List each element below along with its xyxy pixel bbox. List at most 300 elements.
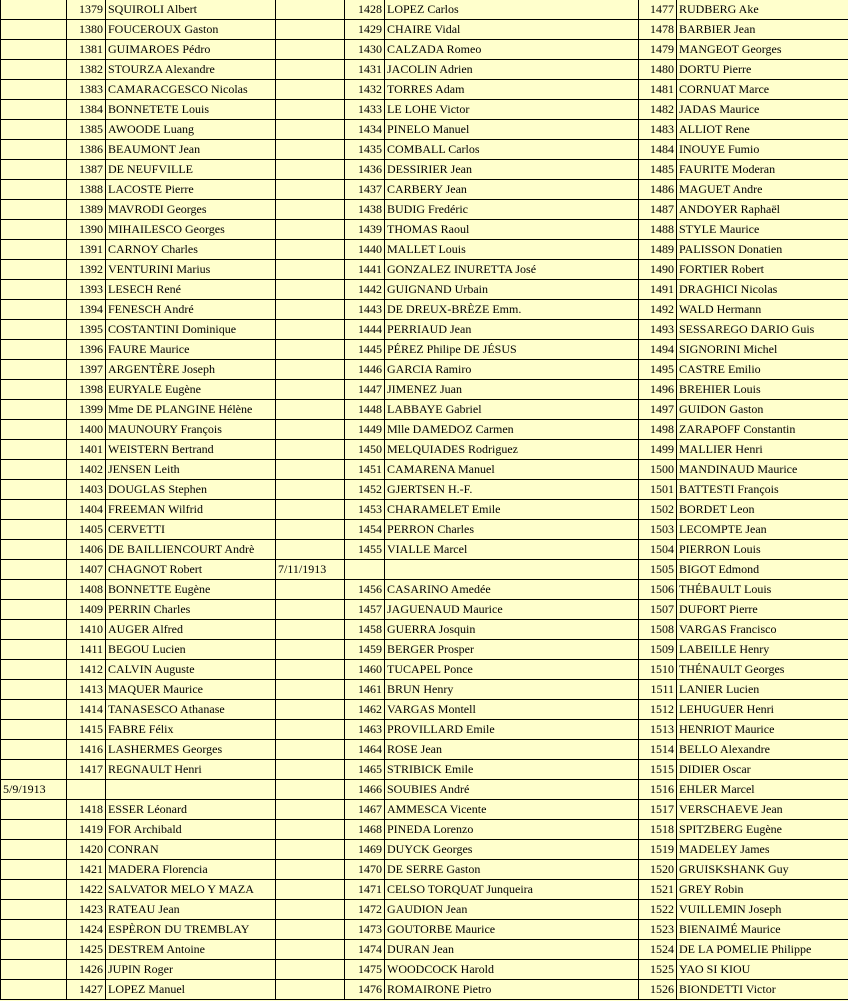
name-cell: ALLIOT Rene xyxy=(677,120,848,140)
number-cell: 1467 xyxy=(345,800,385,820)
name-cell: RATEAU Jean xyxy=(106,900,276,920)
table-row xyxy=(1,100,848,120)
date-cell xyxy=(1,900,67,920)
name-cell: BONNETTE Eugène xyxy=(106,580,276,600)
number-cell: 1482 xyxy=(639,100,677,120)
date-cell xyxy=(276,60,345,80)
date-cell xyxy=(1,220,67,240)
number-cell: 1454 xyxy=(345,520,385,540)
date-cell xyxy=(1,340,67,360)
date-cell xyxy=(276,240,345,260)
table-row xyxy=(1,380,848,400)
name-cell: GREY Robin xyxy=(677,880,848,900)
date-cell xyxy=(276,440,345,460)
name-cell: CAMARENA Manuel xyxy=(385,460,639,480)
name-cell: CARBERY Jean xyxy=(385,180,639,200)
table-row xyxy=(1,960,848,980)
number-cell: 1386 xyxy=(67,140,106,160)
table-row xyxy=(1,400,848,420)
date-cell xyxy=(1,880,67,900)
number-cell: 1439 xyxy=(345,220,385,240)
date-cell xyxy=(276,500,345,520)
name-cell: FOR Archibald xyxy=(106,820,276,840)
number-cell: 1452 xyxy=(345,480,385,500)
name-cell: JIMENEZ Juan xyxy=(385,380,639,400)
date-cell xyxy=(1,420,67,440)
name-cell: LASHERMES Georges xyxy=(106,740,276,760)
date-cell xyxy=(276,340,345,360)
name-cell: PALISSON Donatien xyxy=(677,240,848,260)
name-cell: MAVRODI Georges xyxy=(106,200,276,220)
number-cell: 1404 xyxy=(67,500,106,520)
name-cell: PÉREZ Philipe DE JÉSUS xyxy=(385,340,639,360)
number-cell: 1420 xyxy=(67,840,106,860)
number-cell: 1518 xyxy=(639,820,677,840)
name-cell: GJERTSEN H.-F. xyxy=(385,480,639,500)
date-cell xyxy=(276,80,345,100)
date-cell xyxy=(1,760,67,780)
name-cell: FENESCH André xyxy=(106,300,276,320)
number-cell: 1395 xyxy=(67,320,106,340)
date-cell xyxy=(1,800,67,820)
name-cell: MANGEOT Georges xyxy=(677,40,848,60)
number-cell: 1468 xyxy=(345,820,385,840)
date-cell xyxy=(276,280,345,300)
date-cell xyxy=(276,700,345,720)
date-cell xyxy=(276,600,345,620)
name-cell: PINELO Manuel xyxy=(385,120,639,140)
name-cell: CALVIN Auguste xyxy=(106,660,276,680)
date-cell xyxy=(276,680,345,700)
number-cell: 1384 xyxy=(67,100,106,120)
name-cell: MADERA Florencia xyxy=(106,860,276,880)
name-cell: MAQUER Maurice xyxy=(106,680,276,700)
number-cell: 1444 xyxy=(345,320,385,340)
number-cell: 1435 xyxy=(345,140,385,160)
number-cell: 1512 xyxy=(639,700,677,720)
name-cell: DUYCK Georges xyxy=(385,840,639,860)
name-cell: WOODCOCK Harold xyxy=(385,960,639,980)
date-cell xyxy=(276,540,345,560)
number-cell: 1520 xyxy=(639,860,677,880)
date-cell xyxy=(276,760,345,780)
date-cell xyxy=(276,960,345,980)
name-cell: ROMAIRONE Pietro xyxy=(385,980,639,1000)
date-cell xyxy=(1,40,67,60)
name-cell: DE BAILLIENCOURT Andrè xyxy=(106,540,276,560)
date-cell xyxy=(1,100,67,120)
number-cell: 1443 xyxy=(345,300,385,320)
table-row xyxy=(1,580,848,600)
name-cell: REGNAULT Henri xyxy=(106,760,276,780)
number-cell: 1491 xyxy=(639,280,677,300)
number-cell: 1388 xyxy=(67,180,106,200)
name-cell: CHARAMELET Emile xyxy=(385,500,639,520)
number-cell: 1438 xyxy=(345,200,385,220)
name-cell: PINEDA Lorenzo xyxy=(385,820,639,840)
number-cell: 1423 xyxy=(67,900,106,920)
table-row xyxy=(1,360,848,380)
number-cell: 1393 xyxy=(67,280,106,300)
name-cell: DUFORT Pierre xyxy=(677,600,848,620)
name-cell xyxy=(106,780,276,800)
name-cell: BERGER Prosper xyxy=(385,640,639,660)
number-cell: 1513 xyxy=(639,720,677,740)
number-cell: 1472 xyxy=(345,900,385,920)
date-cell xyxy=(1,640,67,660)
number-cell: 1479 xyxy=(639,40,677,60)
table-row xyxy=(1,340,848,360)
number-cell: 1411 xyxy=(67,640,106,660)
date-cell xyxy=(276,0,345,20)
number-cell: 1471 xyxy=(345,880,385,900)
name-cell: CHAIRE Vidal xyxy=(385,20,639,40)
name-cell: VARGAS Montell xyxy=(385,700,639,720)
number-cell xyxy=(67,780,106,800)
table-row xyxy=(1,200,848,220)
name-cell: CASARINO Amedée xyxy=(385,580,639,600)
number-cell: 1510 xyxy=(639,660,677,680)
name-cell: GUIMAROES Pédro xyxy=(106,40,276,60)
number-cell: 1504 xyxy=(639,540,677,560)
date-cell xyxy=(276,180,345,200)
number-cell: 1419 xyxy=(67,820,106,840)
table-row xyxy=(1,540,848,560)
name-cell: AUGER Alfred xyxy=(106,620,276,640)
number-cell: 1508 xyxy=(639,620,677,640)
number-cell: 1456 xyxy=(345,580,385,600)
name-cell: LACOSTE Pierre xyxy=(106,180,276,200)
name-cell: SESSAREGO DARIO Guis xyxy=(677,320,848,340)
date-cell xyxy=(276,120,345,140)
name-cell: VIALLE Marcel xyxy=(385,540,639,560)
date-cell xyxy=(276,200,345,220)
name-cell: JAGUENAUD Maurice xyxy=(385,600,639,620)
date-cell xyxy=(276,220,345,240)
date-cell xyxy=(1,460,67,480)
number-cell: 1414 xyxy=(67,700,106,720)
number-cell: 1501 xyxy=(639,480,677,500)
name-cell: HENRIOT Maurice xyxy=(677,720,848,740)
table-row xyxy=(1,260,848,280)
number-cell: 1434 xyxy=(345,120,385,140)
number-cell: 1483 xyxy=(639,120,677,140)
name-cell: LABBAYE Gabriel xyxy=(385,400,639,420)
number-cell: 1412 xyxy=(67,660,106,680)
number-cell: 1409 xyxy=(67,600,106,620)
date-cell xyxy=(276,20,345,40)
name-cell: AMMESCA Vicente xyxy=(385,800,639,820)
name-cell: LABEILLE Henry xyxy=(677,640,848,660)
number-cell: 1440 xyxy=(345,240,385,260)
date-cell xyxy=(276,320,345,340)
name-cell: Mlle DAMEDOZ Carmen xyxy=(385,420,639,440)
name-cell: BONNETETE Louis xyxy=(106,100,276,120)
table-row xyxy=(1,600,848,620)
number-cell: 1427 xyxy=(67,980,106,1000)
date-cell xyxy=(276,720,345,740)
name-cell: CERVETTI xyxy=(106,520,276,540)
name-cell: STOURZA Alexandre xyxy=(106,60,276,80)
number-cell: 1498 xyxy=(639,420,677,440)
date-cell xyxy=(1,160,67,180)
name-cell: DESSIRIER Jean xyxy=(385,160,639,180)
table-row xyxy=(1,920,848,940)
date-cell xyxy=(276,780,345,800)
number-cell: 1382 xyxy=(67,60,106,80)
number-cell: 1381 xyxy=(67,40,106,60)
number-cell: 1524 xyxy=(639,940,677,960)
number-cell: 1458 xyxy=(345,620,385,640)
number-cell: 1424 xyxy=(67,920,106,940)
date-cell xyxy=(1,720,67,740)
date-cell xyxy=(1,20,67,40)
number-cell: 1461 xyxy=(345,680,385,700)
name-cell: DOUGLAS Stephen xyxy=(106,480,276,500)
name-cell: MADELEY James xyxy=(677,840,848,860)
number-cell: 1389 xyxy=(67,200,106,220)
date-cell: 7/11/1913 xyxy=(276,560,345,580)
name-cell: SQUIROLI Albert xyxy=(106,0,276,20)
date-cell xyxy=(1,260,67,280)
table-row xyxy=(1,520,848,540)
name-cell: GONZALEZ INURETTA José xyxy=(385,260,639,280)
name-cell: PERRIAUD Jean xyxy=(385,320,639,340)
date-cell xyxy=(1,600,67,620)
number-cell: 1490 xyxy=(639,260,677,280)
date-cell xyxy=(276,800,345,820)
table-row xyxy=(1,680,848,700)
number-cell: 1400 xyxy=(67,420,106,440)
date-cell xyxy=(276,660,345,680)
table-row xyxy=(1,280,848,300)
number-cell: 1477 xyxy=(639,0,677,20)
number-cell: 1489 xyxy=(639,240,677,260)
name-cell: GAUDION Jean xyxy=(385,900,639,920)
number-cell: 1460 xyxy=(345,660,385,680)
table-row xyxy=(1,800,848,820)
date-cell xyxy=(1,400,67,420)
table-row xyxy=(1,660,848,680)
name-cell: BEAUMONT Jean xyxy=(106,140,276,160)
number-cell: 1521 xyxy=(639,880,677,900)
date-cell xyxy=(1,960,67,980)
name-cell: LOPEZ Carlos xyxy=(385,0,639,20)
name-cell: SOUBIES André xyxy=(385,780,639,800)
number-cell: 1457 xyxy=(345,600,385,620)
date-cell xyxy=(1,980,67,1000)
name-cell: LEHUGUER Henri xyxy=(677,700,848,720)
number-cell: 1480 xyxy=(639,60,677,80)
name-cell: ANDOYER Raphaël xyxy=(677,200,848,220)
date-cell xyxy=(1,940,67,960)
number-cell: 1407 xyxy=(67,560,106,580)
date-cell xyxy=(276,140,345,160)
date-cell xyxy=(276,900,345,920)
date-cell xyxy=(1,680,67,700)
name-cell: DRAGHICI Nicolas xyxy=(677,280,848,300)
table-row xyxy=(1,780,848,800)
number-cell: 1506 xyxy=(639,580,677,600)
date-cell xyxy=(1,660,67,680)
name-cell: DESTREM Antoine xyxy=(106,940,276,960)
date-cell xyxy=(276,940,345,960)
number-cell: 1392 xyxy=(67,260,106,280)
number-cell: 1502 xyxy=(639,500,677,520)
table-row xyxy=(1,620,848,640)
table-row xyxy=(1,80,848,100)
table-row xyxy=(1,940,848,960)
name-cell: THÉNAULT Georges xyxy=(677,660,848,680)
name-cell: DE NEUFVILLE xyxy=(106,160,276,180)
number-cell: 1470 xyxy=(345,860,385,880)
number-cell: 1430 xyxy=(345,40,385,60)
number-cell: 1492 xyxy=(639,300,677,320)
number-cell: 1397 xyxy=(67,360,106,380)
number-cell: 1488 xyxy=(639,220,677,240)
date-cell xyxy=(1,820,67,840)
name-cell: TORRES Adam xyxy=(385,80,639,100)
table-row xyxy=(1,0,848,20)
name-cell: ARGENTÈRE Joseph xyxy=(106,360,276,380)
table-row xyxy=(1,860,848,880)
date-cell xyxy=(276,160,345,180)
table-row xyxy=(1,160,848,180)
number-cell: 1459 xyxy=(345,640,385,660)
number-cell: 1429 xyxy=(345,20,385,40)
number-cell: 1405 xyxy=(67,520,106,540)
date-cell xyxy=(276,360,345,380)
number-cell: 1401 xyxy=(67,440,106,460)
table-row xyxy=(1,60,848,80)
name-cell: LANIER Lucien xyxy=(677,680,848,700)
name-cell: ESSER Léonard xyxy=(106,800,276,820)
number-cell: 1433 xyxy=(345,100,385,120)
number-cell: 1453 xyxy=(345,500,385,520)
table-row xyxy=(1,740,848,760)
date-cell xyxy=(1,700,67,720)
name-cell: CONRAN xyxy=(106,840,276,860)
name-cell: VENTURINI Marius xyxy=(106,260,276,280)
number-cell: 1403 xyxy=(67,480,106,500)
name-cell: YAO SI KIOU xyxy=(677,960,848,980)
number-cell: 1500 xyxy=(639,460,677,480)
name-cell: SPITZBERG Eugène xyxy=(677,820,848,840)
date-cell xyxy=(1,480,67,500)
table-row xyxy=(1,180,848,200)
number-cell: 1463 xyxy=(345,720,385,740)
number-cell: 1509 xyxy=(639,640,677,660)
table-row xyxy=(1,20,848,40)
number-cell: 1399 xyxy=(67,400,106,420)
table-row xyxy=(1,900,848,920)
number-cell: 1503 xyxy=(639,520,677,540)
date-cell xyxy=(1,180,67,200)
date-cell xyxy=(1,200,67,220)
date-cell xyxy=(1,520,67,540)
table-row xyxy=(1,820,848,840)
name-cell: BIGOT Edmond xyxy=(677,560,848,580)
name-cell: THOMAS Raoul xyxy=(385,220,639,240)
name-cell: BREHIER Louis xyxy=(677,380,848,400)
number-cell: 1514 xyxy=(639,740,677,760)
date-cell xyxy=(1,560,67,580)
date-cell: 5/9/1913 xyxy=(1,780,67,800)
name-cell: DE LA POMELIE Philippe xyxy=(677,940,848,960)
number-cell: 1515 xyxy=(639,760,677,780)
table-row xyxy=(1,220,848,240)
name-cell: COSTANTINI Dominique xyxy=(106,320,276,340)
name-cell: TUCAPEL Ponce xyxy=(385,660,639,680)
name-cell: MALLET Louis xyxy=(385,240,639,260)
number-cell: 1402 xyxy=(67,460,106,480)
name-cell: COMBALL Carlos xyxy=(385,140,639,160)
number-cell: 1517 xyxy=(639,800,677,820)
name-cell: BRUN Henry xyxy=(385,680,639,700)
date-cell xyxy=(1,580,67,600)
number-cell: 1426 xyxy=(67,960,106,980)
name-cell: CAMARACGESCO Nicolas xyxy=(106,80,276,100)
number-cell: 1410 xyxy=(67,620,106,640)
number-cell: 1418 xyxy=(67,800,106,820)
date-cell xyxy=(276,880,345,900)
table-row xyxy=(1,40,848,60)
number-cell: 1406 xyxy=(67,540,106,560)
table-row xyxy=(1,240,848,260)
number-cell: 1441 xyxy=(345,260,385,280)
name-cell: JACOLIN Adrien xyxy=(385,60,639,80)
date-cell xyxy=(276,980,345,1000)
number-cell: 1448 xyxy=(345,400,385,420)
date-cell xyxy=(1,620,67,640)
date-cell xyxy=(276,460,345,480)
name-cell: VARGAS Francisco xyxy=(677,620,848,640)
name-cell: AWOODE Luang xyxy=(106,120,276,140)
number-cell: 1408 xyxy=(67,580,106,600)
number-cell: 1473 xyxy=(345,920,385,940)
name-cell: DURAN Jean xyxy=(385,940,639,960)
number-cell: 1486 xyxy=(639,180,677,200)
table-row xyxy=(1,480,848,500)
number-cell: 1525 xyxy=(639,960,677,980)
number-cell: 1422 xyxy=(67,880,106,900)
number-cell: 1523 xyxy=(639,920,677,940)
name-cell: TANASESCO Athanase xyxy=(106,700,276,720)
date-cell xyxy=(1,440,67,460)
name-cell: ZARAPOFF Constantin xyxy=(677,420,848,440)
name-cell: BIENAIMÉ Maurice xyxy=(677,920,848,940)
name-cell: MIHAILESCO Georges xyxy=(106,220,276,240)
table-row xyxy=(1,120,848,140)
name-cell: VERSCHAEVE Jean xyxy=(677,800,848,820)
name-cell: FAURE Maurice xyxy=(106,340,276,360)
name-cell: CHAGNOT Robert xyxy=(106,560,276,580)
date-cell xyxy=(276,260,345,280)
table-row xyxy=(1,460,848,480)
name-cell: FREEMAN Wilfrid xyxy=(106,500,276,520)
name-cell: CELSO TORQUAT Junqueira xyxy=(385,880,639,900)
number-cell: 1462 xyxy=(345,700,385,720)
number-cell: 1437 xyxy=(345,180,385,200)
number-cell: 1526 xyxy=(639,980,677,1000)
name-cell: GUIDON Gaston xyxy=(677,400,848,420)
name-cell: BORDET Leon xyxy=(677,500,848,520)
number-cell: 1447 xyxy=(345,380,385,400)
name-cell: GUIGNAND Urbain xyxy=(385,280,639,300)
table-row xyxy=(1,500,848,520)
number-cell: 1451 xyxy=(345,460,385,480)
name-cell xyxy=(385,560,639,580)
